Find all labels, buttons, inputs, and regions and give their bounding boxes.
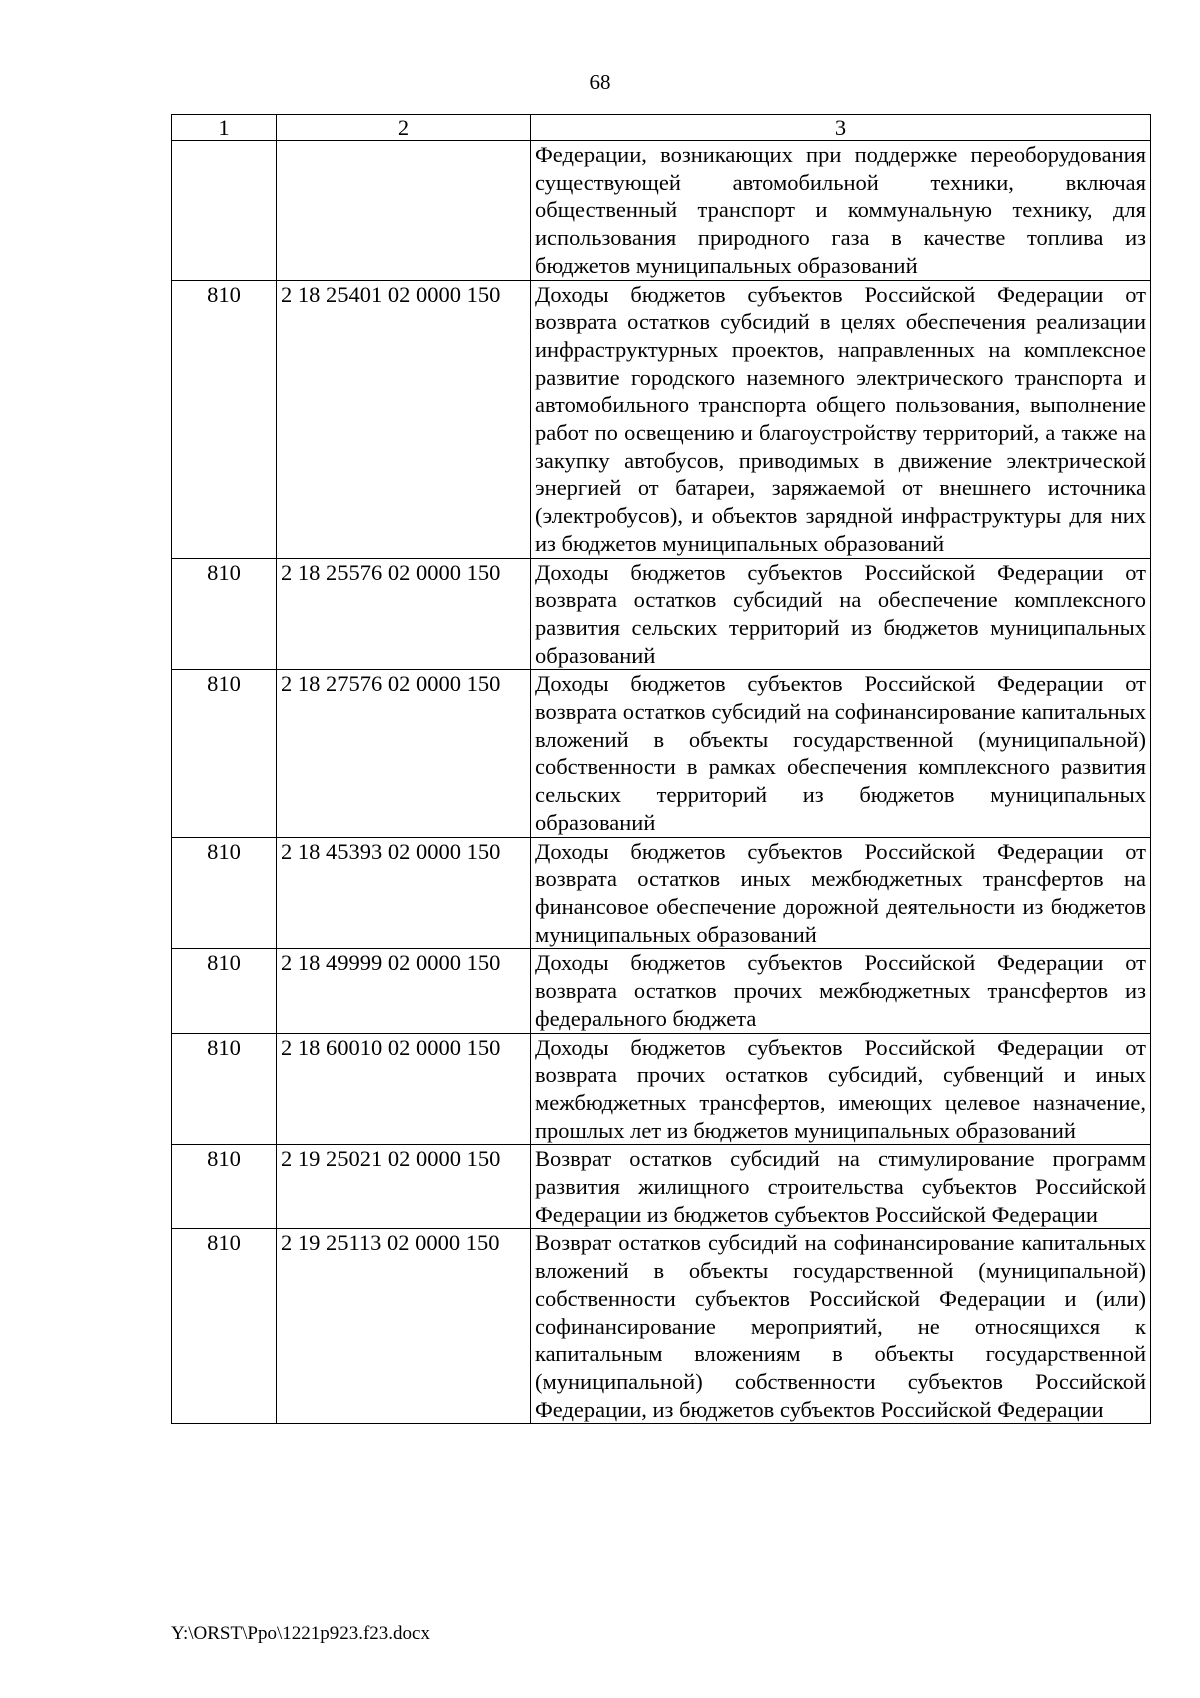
- budget-classification-code-cell: 2 19 25113 02 0000 150: [277, 1229, 531, 1424]
- table-body: [172, 115, 1151, 1424]
- page-number: 68: [589, 70, 611, 94]
- budget-classification-code-cell: [277, 141, 531, 281]
- column-header-2: 2: [277, 115, 531, 141]
- column-header-3: 3: [531, 115, 1151, 141]
- revenue-description-cell: Возврат остатков субсидий на стимулирование программ развития жилищного строительства субъектов Российской Федерации из бюджетов субъектов Российской Федерации: [531, 1145, 1151, 1229]
- table-row: [172, 1145, 1151, 1229]
- admin-code-cell: 810: [172, 558, 277, 670]
- admin-code-cell: 810: [172, 1229, 277, 1424]
- revenue-description-cell: Доходы бюджетов субъектов Российской Федерации от возврата остатков прочих межбюджетных трансфертов из федерального бюджета: [531, 949, 1151, 1033]
- budget-codes-table: [171, 114, 1151, 1424]
- revenue-description-cell: Федерации, возникающих при поддержке переоборудования существующей автомобильной техники, включая общественный транспорт и коммунальную технику, для использования природного газа в качестве топлива из бюджетов муниципальных образований: [531, 141, 1151, 281]
- budget-classification-code-cell: 2 18 60010 02 0000 150: [277, 1033, 531, 1145]
- budget-classification-code-cell: 2 18 25576 02 0000 150: [277, 558, 531, 670]
- budget-classification-code-cell: 2 19 25021 02 0000 150: [277, 1145, 531, 1229]
- admin-code-cell: 810: [172, 670, 277, 837]
- budget-classification-code-cell: 2 18 49999 02 0000 150: [277, 949, 531, 1033]
- revenue-description-cell: Доходы бюджетов субъектов Российской Федерации от возврата остатков иных межбюджетных трансфертов на финансовое обеспечение дорожной деятельности из бюджетов муниципальных образований: [531, 837, 1151, 949]
- revenue-description-cell: Доходы бюджетов субъектов Российской Федерации от возврата прочих остатков субсидий, субвенций и иных межбюджетных трансфертов, имеющих целевое назначение, прошлых лет из бюджетов муниципальных образований: [531, 1033, 1151, 1145]
- admin-code-cell: [172, 141, 277, 281]
- budget-classification-code-cell: 2 18 27576 02 0000 150: [277, 670, 531, 837]
- revenue-description-cell: Доходы бюджетов субъектов Российской Федерации от возврата остатков субсидий на обеспечение комплексного развития сельских территорий из бюджетов муниципальных образований: [531, 558, 1151, 670]
- admin-code-cell: 810: [172, 280, 277, 558]
- table-row: [172, 670, 1151, 837]
- revenue-description-cell: Доходы бюджетов субъектов Российской Федерации от возврата остатков субсидий в целях обеспечения реализации инфраструктурных проектов, направленных на комплексное развитие городского наземного электрического транспорта и автомобильного транспорта общего пользования, выполнение работ по освещению и благоустройству территорий, а также на закупку автобусов, приводимых в движение электрической энергией от батареи, заряжаемой от внешнего источника (электробусов), и объектов зарядной инфраструктуры для них из бюджетов муниципальных образований: [531, 280, 1151, 558]
- admin-code-cell: 810: [172, 837, 277, 949]
- table-header-row: [172, 115, 1151, 141]
- file-path-footer: Y:\ORST\Ppo\1221p923.f23.docx: [171, 1623, 430, 1644]
- table-row: [172, 558, 1151, 670]
- table-row: [172, 837, 1151, 949]
- table-row: [172, 949, 1151, 1033]
- revenue-description-cell: Доходы бюджетов субъектов Российской Федерации от возврата остатков субсидий на софинансирование капитальных вложений в объекты государственной (муниципальной) собственности в рамках обеспечения комплексного развития сельских территорий из бюджетов муниципальных образований: [531, 670, 1151, 837]
- table-row: [172, 280, 1151, 558]
- admin-code-cell: 810: [172, 949, 277, 1033]
- budget-classification-code-cell: 2 18 25401 02 0000 150: [277, 280, 531, 558]
- table-row: [172, 1033, 1151, 1145]
- table-row: [172, 141, 1151, 281]
- budget-classification-code-cell: 2 18 45393 02 0000 150: [277, 837, 531, 949]
- column-header-1: 1: [172, 115, 277, 141]
- admin-code-cell: 810: [172, 1033, 277, 1145]
- table-row: [172, 1229, 1151, 1424]
- revenue-description-cell: Возврат остатков субсидий на софинансирование капитальных вложений в объекты государственной (муниципальной) собственности субъектов Российской Федерации и (или) софинансирование мероприятий, не относящихся к капитальным вложениям в объекты государственной (муниципальной) собственности субъектов Российской Федерации, из бюджетов субъектов Российской Федерации: [531, 1229, 1151, 1424]
- admin-code-cell: 810: [172, 1145, 277, 1229]
